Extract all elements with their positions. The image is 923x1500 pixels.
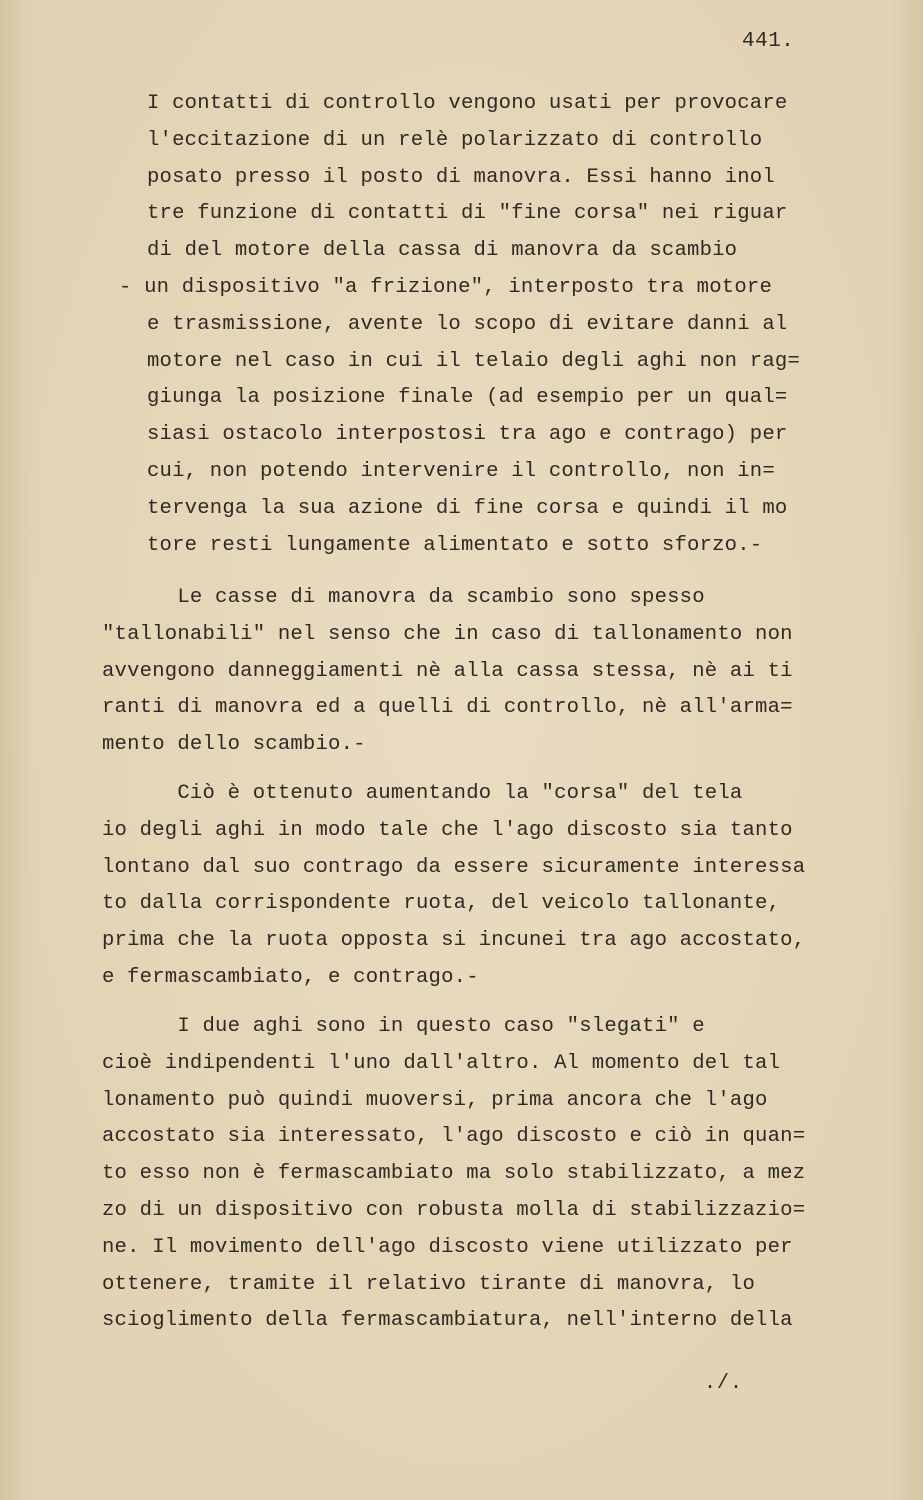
paragraph-2 xyxy=(102,580,793,764)
text-line: Le casse di manovra da scambio sono spesso xyxy=(102,586,705,609)
text-line: io degli aghi in modo tale che l'ago discosto sia tanto xyxy=(102,818,793,842)
text-line: ne. Il movimento dell'ago discosto viene utilizzato per xyxy=(102,1235,793,1259)
text-line: cui, non potendo intervenire il controllo, non in= xyxy=(147,459,775,483)
page-number: 441. xyxy=(742,30,795,53)
text-line: accostato sia interessato, l'ago discosto e ciò in quan= xyxy=(102,1125,806,1149)
text-line: lonamento può quindi muoversi, prima ancora che l'ago xyxy=(102,1088,768,1112)
text-line: tervenga la sua azione di fine corsa e quindi il mo xyxy=(147,496,788,520)
text-line: giunga la posizione finale (ad esempio per un qual= xyxy=(147,386,788,410)
text-line: to esso non è fermascambiato ma solo stabilizzato, a mez xyxy=(102,1162,806,1186)
text-line: "tallonabili" nel senso che in caso di tallonamento non xyxy=(102,622,793,646)
text-line: zo di un dispositivo con robusta molla di stabilizzazio= xyxy=(102,1198,806,1222)
text-line: motore nel caso in cui il telaio degli aghi non rag= xyxy=(147,349,801,373)
paragraph-1 xyxy=(119,86,801,564)
text-line: tore resti lungamente alimentato e sotto sforzo.- xyxy=(147,533,763,557)
text-line: l'eccitazione di un relè polarizzato di controllo xyxy=(147,128,763,152)
text-line: mento dello scambio.- xyxy=(102,733,366,757)
text-line: tre funzione di contatti di "fine corsa" nei riguar xyxy=(147,202,788,226)
paragraph-3 xyxy=(102,776,805,997)
text-line: Ciò è ottenuto aumentando la "corsa" del tela xyxy=(102,782,743,805)
text-line: prima che la ruota opposta si incunei tra ago accostato, xyxy=(102,929,806,953)
text-line: e fermascambiato, e contrago.- xyxy=(102,965,479,989)
text-line: I contatti di controllo vengono usati per provocare xyxy=(147,92,788,115)
text-line: I due aghi sono in questo caso "slegati" e xyxy=(102,1015,705,1038)
text-line: siasi ostacolo interpostosi tra ago e contrago) per xyxy=(147,423,788,447)
text-line: ranti di manovra ed a quelli di controllo, nè all'arma= xyxy=(102,696,793,720)
text-line: posato presso il posto di manovra. Essi hanno inol xyxy=(147,165,775,189)
text-line: lontano dal suo contrago da essere sicuramente interessa xyxy=(102,855,806,879)
text-line: scioglimento della fermascambiatura, nell'interno della xyxy=(102,1309,793,1333)
paragraph-4 xyxy=(102,1009,805,1340)
text-line: avvengono danneggiamenti nè alla cassa stessa, nè ai ti xyxy=(102,659,793,683)
text-line: to dalla corrispondente ruota, del veicolo tallonante, xyxy=(102,892,781,916)
text-line: ottenere, tramite il relativo tirante di manovra, lo xyxy=(102,1272,756,1296)
text-line: e trasmissione, avente lo scopo di evitare danni al xyxy=(147,312,788,336)
text-line: di del motore della cassa di manovra da scambio xyxy=(147,239,738,263)
text-line: - un dispositivo "a frizione", interposto tra motore xyxy=(119,275,773,299)
text-line: cioè indipendenti l'uno dall'altro. Al momento del tal xyxy=(102,1051,781,1075)
continuation-mark: ./. xyxy=(704,1372,744,1395)
